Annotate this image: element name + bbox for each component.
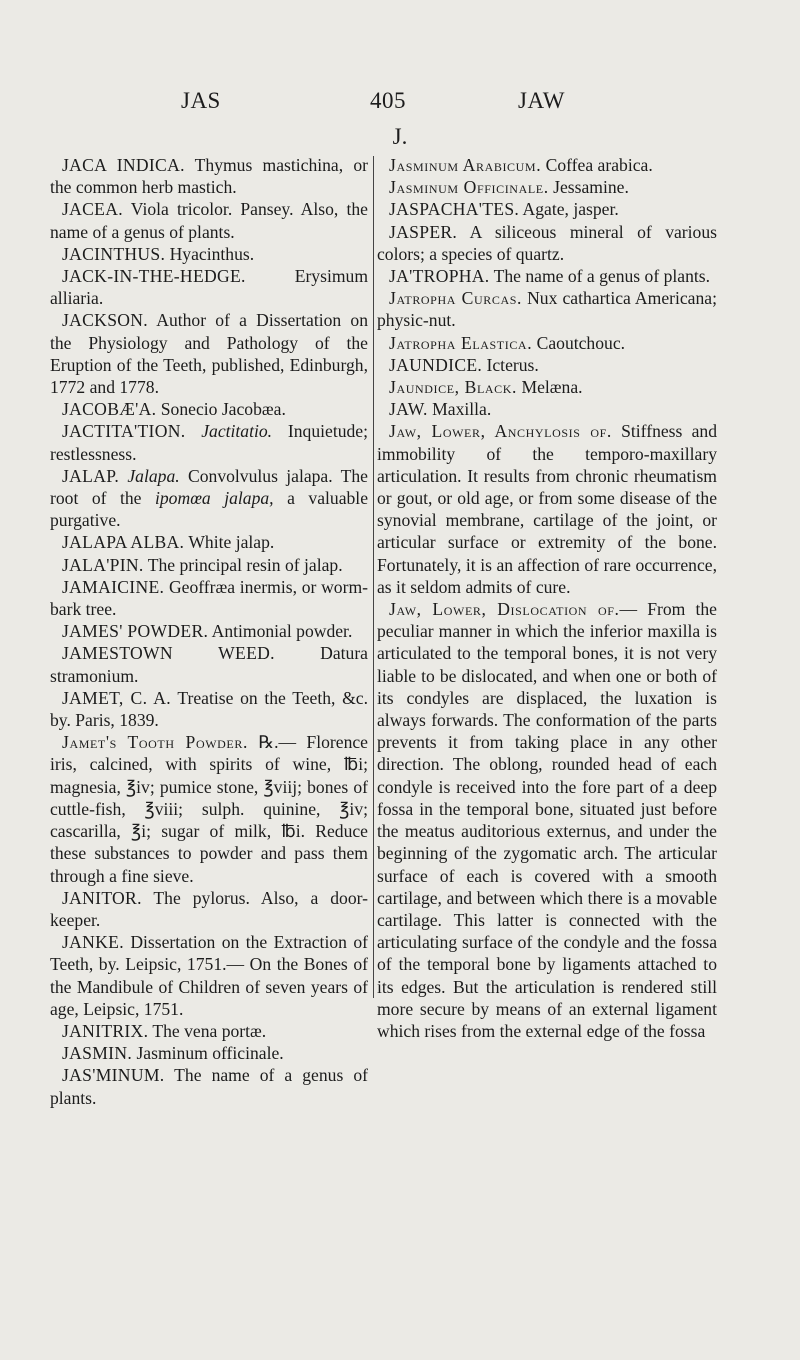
dictionary-entry xyxy=(377,221,717,265)
dictionary-entry xyxy=(50,398,368,420)
entry-definition: The pylorus. Also, a door-keeper. xyxy=(50,887,368,930)
entry-definition: A siliceous mineral of various colors; a species of quartz. xyxy=(377,221,717,264)
entry-term-italic: Jactitatio. xyxy=(201,421,273,442)
entry-headword: JANITRIX. xyxy=(62,1020,149,1041)
entry-headword: JAMAICINE. xyxy=(62,576,165,597)
entry-definition: a valuable purgative. xyxy=(50,488,369,531)
entry-definition: Dissertation on the Extraction of Teeth, by. Leipsic, 1751.— On the Bones of the Mandibule of Children of seven years of age, Leipsic, 1751. xyxy=(50,932,368,1019)
entry-headword: JAW. xyxy=(389,399,428,420)
entry-headword: JACOBÆ'A. xyxy=(62,399,157,420)
entry-definition: Thymus mastichina, or the common herb mastich. xyxy=(50,155,368,198)
entry-headword: JANKE. xyxy=(62,932,124,953)
entry-definition: Caoutchouc. xyxy=(532,332,626,353)
entry-headword: JAS'MINUM. xyxy=(62,1065,165,1086)
dictionary-entry xyxy=(377,287,717,331)
entry-headword: JAMET, C. A. xyxy=(62,687,172,708)
dictionary-entry xyxy=(50,198,368,242)
entry-headword: Jaundice, Black. xyxy=(389,377,518,398)
entry-headword: JALAPA ALBA. xyxy=(62,532,185,553)
entry-headword: Jatropha Elastica. xyxy=(389,332,533,353)
dictionary-entry xyxy=(50,887,368,931)
section-letter: J. xyxy=(392,124,408,149)
entry-definition: Sonecio Jacobæa. xyxy=(156,399,286,420)
entry-definition: The name of a genus of plants. xyxy=(489,266,711,287)
dictionary-entry xyxy=(50,931,368,1020)
entry-headword: JAUNDICE. xyxy=(389,354,483,375)
page-number: 405 xyxy=(370,88,406,113)
entry-definition: Erysimum alliaria. xyxy=(50,266,368,309)
entry-headword: JASPACHA'TES. xyxy=(389,199,520,220)
dictionary-entry xyxy=(50,1064,368,1108)
dictionary-entry xyxy=(50,265,368,309)
left-column xyxy=(50,154,368,1109)
entry-definition: Geoffræa inermis, or worm-bark tree. xyxy=(50,576,368,620)
dictionary-entry xyxy=(50,731,368,886)
dictionary-entry xyxy=(50,642,368,686)
entry-headword: JACKSON. xyxy=(62,310,148,331)
dictionary-entry xyxy=(377,198,717,220)
dictionary-entry xyxy=(50,420,368,464)
dictionary-entry xyxy=(50,1042,368,1064)
dictionary-entry xyxy=(50,576,368,620)
entry-definition: The vena portæ. xyxy=(148,1020,267,1041)
column-divider xyxy=(373,156,374,998)
entry-definition: Inquietude; restlessness. xyxy=(50,421,368,464)
entry-definition: The name of a genus of plants. xyxy=(50,1065,368,1108)
entry-headword: JACINTHUS. xyxy=(62,243,166,264)
entry-definition: Antimonial powder. xyxy=(208,621,353,642)
dictionary-entry xyxy=(50,309,368,398)
entry-headword: JACK-IN-THE-HEDGE. xyxy=(62,266,246,287)
dictionary-entry xyxy=(50,1020,368,1042)
entry-definition: Coffea arabica. xyxy=(541,155,653,175)
dictionary-entry xyxy=(377,265,717,287)
dictionary-entry xyxy=(50,531,368,553)
entry-headword: JAMESTOWN WEED. xyxy=(62,643,275,664)
entry-definition xyxy=(185,421,201,441)
entry-headword: JAMES' POWDER. xyxy=(62,621,209,642)
entry-definition: Nux cathartica Americana; physic-nut. xyxy=(377,288,717,331)
dictionary-entry xyxy=(50,154,368,198)
entry-headword: Jaw, Lower, Anchylosis of. xyxy=(389,421,612,442)
entry-definition: Agate, jasper. xyxy=(519,199,619,220)
entry-headword: JASMIN. xyxy=(62,1043,133,1064)
entry-definition: Icterus. xyxy=(482,354,539,375)
dictionary-entry xyxy=(377,376,717,398)
dictionary-entry xyxy=(377,354,717,376)
entry-headword: Jamet's Tooth Powder. xyxy=(62,732,248,753)
dictionary-entry xyxy=(50,243,368,265)
entry-definition: Author of a Dissertation on the Physiology and Pathology of the Eruption of the Teeth, published, Edinburgh, 1772 and 1778. xyxy=(50,310,368,398)
entry-headword: JASPER. xyxy=(389,221,458,242)
entry-term-italic: Jalapa. xyxy=(127,465,180,486)
entry-headword: JALAP. xyxy=(62,465,120,486)
entry-definition: Datura stramonium. xyxy=(50,643,368,686)
entry-definition: Hyacinthus. xyxy=(165,243,255,264)
entry-definition: The principal resin of jalap. xyxy=(143,554,343,575)
dictionary-entry xyxy=(377,398,717,420)
right-guide-word: JAW xyxy=(518,88,565,113)
dictionary-entry xyxy=(50,465,368,532)
entry-term-italic: ipomœa jalapa, xyxy=(155,488,274,509)
entry-definition: Treatise on the Teeth, &c. by. Paris, 1839. xyxy=(50,687,369,731)
dictionary-entry xyxy=(377,176,717,198)
dictionary-entry xyxy=(377,154,717,176)
entry-definition: Stiffness and immobility of the temporo-maxillary articulation. It results from chronic rheumatism or gout, or old age, or from some disease of the synovial membrane, cartilage of the joint, or articular surface or extremity of the bone. Fortunately, it is an affection of rare occurrence, as it seldom admits of cure. xyxy=(377,421,718,597)
entry-definition: Jasminum officinale. xyxy=(132,1043,284,1064)
dictionary-entry xyxy=(377,332,717,354)
entry-headword: JACEA. xyxy=(62,199,123,220)
dictionary-entry xyxy=(50,620,368,642)
left-guide-word: JAS xyxy=(181,88,221,113)
entry-definition: — From the peculiar manner in which the inferior maxilla is articulated to the temporal bones, it is not very liable to be dislocated, and when one or both of its condyles are displaced, the luxation is always forwards. The conformation of the parts prevents it from taking place in any other direction. The oblong, rounded head of each condyle is received into the fore part of a deep fossa in the temporal bone, situated just before the meatus auditorious externus, and under the beginning of the zygomatic arch. The articular surface of each is covered with a smooth cartilage, and between which there is a movable cartilage. This latter is connected with the articulating surface of the condyle and the fossa of the temporal bone by ligaments attached to its edges. But the articulation is rendered still more secure by means of an external ligament which rises from the external edge of the fossa xyxy=(377,599,717,1041)
entry-headword: Jasminum Arabicum. xyxy=(389,155,542,175)
entry-headword: JANITOR. xyxy=(62,887,142,908)
dictionary-entry xyxy=(50,554,368,576)
entry-definition: Maxilla. xyxy=(427,399,492,420)
dictionary-entry xyxy=(50,687,368,731)
entry-definition: ℞.— Florence iris, calcined, with spirits of wine, ℔i; magnesia, ℥iv; pumice stone, ℥viij; bones of cuttle-fish, ℥viii; sulph. quinine, ℥iv; cascarilla, ℥i; sugar of milk, ℔i. Reduce these substances to powder and pass them through a fine sieve. xyxy=(50,732,368,886)
entry-headword: JALA'PIN. xyxy=(62,554,144,575)
entry-definition: Convolvulus jalapa. The root of the xyxy=(50,465,368,509)
entry-headword: JA'TROPHA. xyxy=(389,266,490,287)
running-header xyxy=(0,88,800,118)
entry-headword: Jasminum Officinale. xyxy=(389,177,549,198)
entry-definition: White jalap. xyxy=(184,532,275,553)
right-column xyxy=(377,154,717,1042)
entry-headword: JACTITA'TION. xyxy=(62,421,186,442)
entry-headword: JACA INDICA. xyxy=(62,155,185,175)
dictionary-entry xyxy=(377,420,717,598)
entry-definition: Jessamine. xyxy=(548,177,629,198)
dictionary-entry xyxy=(377,598,717,1042)
entry-definition: Melæna. xyxy=(517,377,583,398)
entry-headword: Jatropha Curcas. xyxy=(389,288,523,309)
entry-headword: Jaw, Lower, Dislocation of. xyxy=(389,599,620,620)
entry-definition: Viola tricolor. Pansey. Also, the name of a genus of plants. xyxy=(50,199,368,242)
